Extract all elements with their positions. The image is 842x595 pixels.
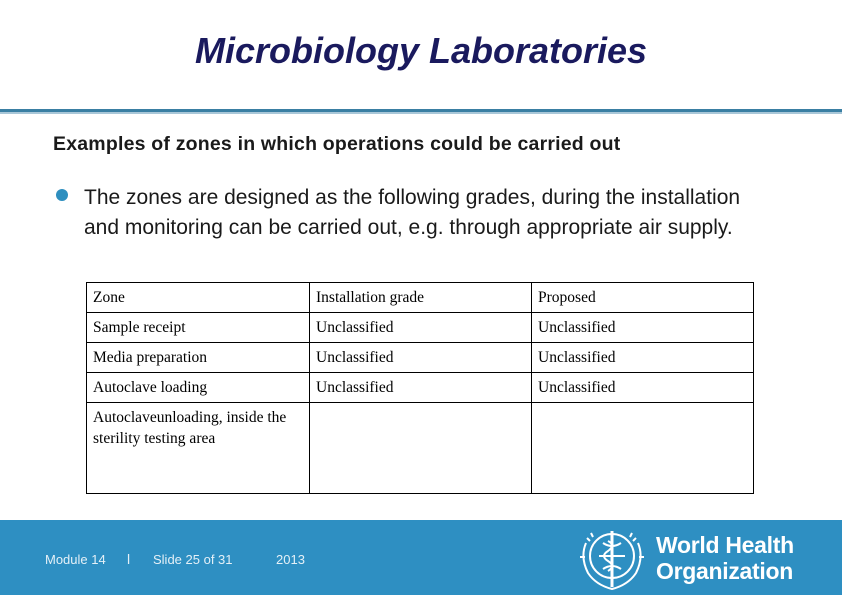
table-cell: Unclassified (310, 373, 532, 403)
table-cell (87, 403, 310, 494)
footer-separator: l (127, 551, 131, 567)
table-cell (310, 403, 532, 494)
table-cell (532, 403, 754, 494)
table-cell: Unclassified (532, 313, 754, 343)
table-cell: Unclassified (532, 343, 754, 373)
who-emblem-icon (573, 523, 651, 593)
footer-year: 2013 (276, 552, 305, 567)
bullet-item (56, 183, 756, 243)
table-row (87, 343, 754, 373)
table-cell: Media preparation (87, 343, 310, 373)
bullet-text: The zones are designed as the following grades, during the installation and monitoring can be carried out, e.g. through appropriate air supply. (84, 186, 741, 239)
table-row (87, 403, 754, 494)
slide-subtitle: Examples of zones in which operations could be carried out (53, 133, 621, 155)
table-cell: Sample receipt (87, 313, 310, 343)
table-cell: Unclassified (310, 313, 532, 343)
table-row (87, 283, 754, 313)
table-cell: Unclassified (310, 343, 532, 373)
bullet-dot-icon (56, 189, 68, 201)
table-cell-text: Autoclaveunloading, inside the sterility testing area (93, 409, 287, 447)
who-wordmark-line2: Organization (656, 558, 793, 584)
who-wordmark (656, 532, 794, 584)
who-wordmark-line1: World Health (656, 532, 794, 558)
footer-module: Module 14 (45, 552, 106, 567)
table-cell: Unclassified (532, 373, 754, 403)
footer-slide-number: Slide 25 of 31 (153, 552, 233, 567)
zones-table (86, 282, 754, 494)
table-cell: Proposed (532, 283, 754, 313)
table-row (87, 313, 754, 343)
table-cell: Installation grade (310, 283, 532, 313)
title-divider-shadow (0, 112, 842, 114)
table-cell: Autoclave loading (87, 373, 310, 403)
table-cell: Zone (87, 283, 310, 313)
slide-title: Microbiology Laboratories (194, 30, 648, 71)
table-row (87, 373, 754, 403)
